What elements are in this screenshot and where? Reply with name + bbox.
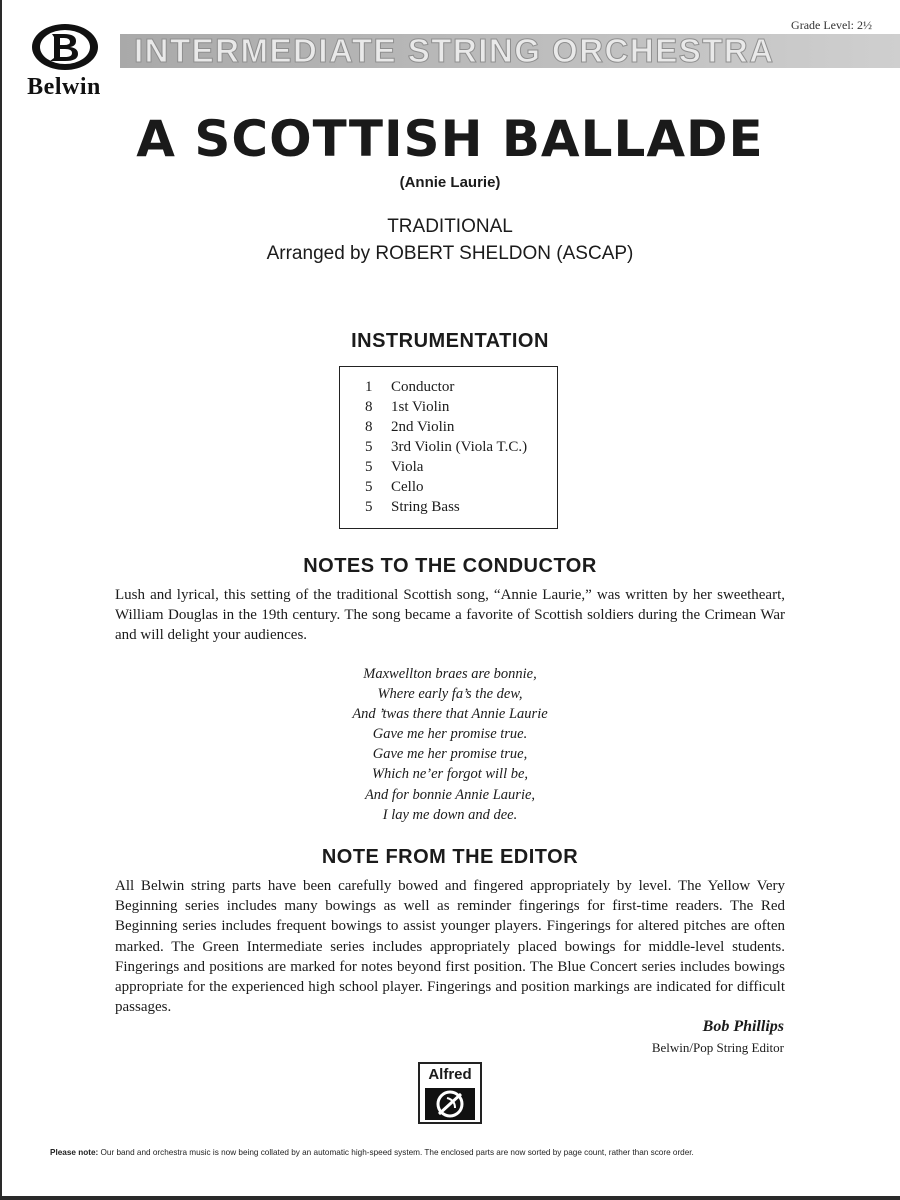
poem-line: I lay me down and dee. [382, 806, 518, 823]
piece-title: A SCOTTISH BALLADE [136, 110, 764, 168]
instrument-name: 1st Violin [391, 399, 450, 415]
editor-signature: Bob Phillips [702, 1018, 784, 1035]
belwin-wordmark: Belwin [27, 74, 101, 100]
lyrics-poem [0, 664, 900, 825]
footnote [50, 1148, 860, 1157]
instrument-item [365, 457, 527, 477]
belwin-logo [8, 22, 120, 98]
instrument-name: 3rd Violin (Viola T.C.) [391, 439, 528, 455]
footnote-text: Our band and orchestra music is now being collated by an automatic high-speed system. The enclosed parts are now sorted by page count, rather than score order. [100, 1148, 694, 1157]
instrument-item [365, 437, 527, 457]
instrument-item [365, 477, 527, 497]
instrumentation-box [339, 366, 558, 529]
poem-line: Maxwellton braes are bonnie, [363, 666, 537, 682]
piece-subtitle: (Annie Laurie) [399, 174, 501, 191]
note-editor-text: All Belwin string parts have been carefully bowed and fingered appropriately by level. The Yellow Very Beginning series includes many bowings as well as reminder fingerings for first-time readers. The Red Beginning series includes frequent bowings to assist younger players. Fingerings for altered pitches are often marked. The Green Intermediate series includes appropriately placed bowings for middle-level students. Fingerings and positions are marked for notes beyond first position. The Blue Concert series includes bowings appropriate for the experienced high school player. Fingerings and position markings are indicated for difficult passages. [115, 878, 785, 1016]
instrument-quantity: 5 [365, 439, 373, 455]
notes-conductor-heading: NOTES TO THE CONDUCTOR [303, 555, 597, 577]
belwin-b-emblem-icon [30, 22, 100, 72]
poem-line: Gave me her promise true. [372, 726, 528, 743]
notes-conductor-text: Lush and lyrical, this setting of the traditional Scottish song, “Annie Laurie,” was written by her sweetheart, William Douglas in the 19th century. The song became a favorite of Scottish soldiers during the Crimean War and will delight your audiences. [115, 587, 785, 644]
grade-level: Grade Level: 2½ [791, 18, 872, 32]
alfred-wordmark: Alfred [428, 1066, 472, 1083]
footnote-label: Please note: [50, 1148, 99, 1157]
instrument-quantity: 5 [365, 499, 373, 515]
instrument-name: String Bass [391, 499, 460, 515]
instrumentation-heading: INSTRUMENTATION [351, 330, 549, 352]
poem-line: Which ne’er forgot will be, [371, 766, 529, 783]
instrument-item [365, 497, 527, 517]
editor-role: Belwin/Pop String Editor [651, 1040, 784, 1055]
instrument-quantity: 5 [365, 479, 373, 495]
instrument-quantity: 8 [365, 399, 373, 415]
instrument-item [365, 377, 527, 397]
instrument-name: 2nd Violin [391, 419, 455, 435]
poem-line: Gave me her promise true, [372, 746, 528, 763]
instrument-item [365, 417, 527, 437]
instrument-name: Viola [391, 459, 424, 475]
alfred-logo [418, 1062, 482, 1124]
instrument-name: Conductor [391, 379, 455, 395]
series-banner-text: INTERMEDIATE STRING ORCHESTRA [134, 32, 775, 69]
poem-line: And for bonnie Annie Laurie, [364, 786, 536, 803]
instrument-item [365, 397, 527, 417]
instrument-name: Cello [391, 479, 424, 495]
alfred-emblem-icon [425, 1088, 475, 1120]
instrument-quantity: 1 [365, 379, 373, 395]
instrument-quantity: 5 [365, 459, 373, 475]
poem-line: And ’twas there that Annie Laurie [352, 706, 548, 723]
page-bottom-border [0, 1196, 900, 1200]
series-banner [120, 34, 900, 68]
poem-line: Where early fa’s the dew, [377, 686, 523, 703]
note-editor-heading: NOTE FROM THE EDITOR [321, 846, 579, 868]
instrumentation-list [365, 377, 527, 517]
composer-credit: TRADITIONAL [387, 216, 513, 237]
instrument-quantity: 8 [365, 419, 373, 435]
arranger-credit: Arranged by ROBERT SHELDON (ASCAP) [266, 243, 634, 264]
